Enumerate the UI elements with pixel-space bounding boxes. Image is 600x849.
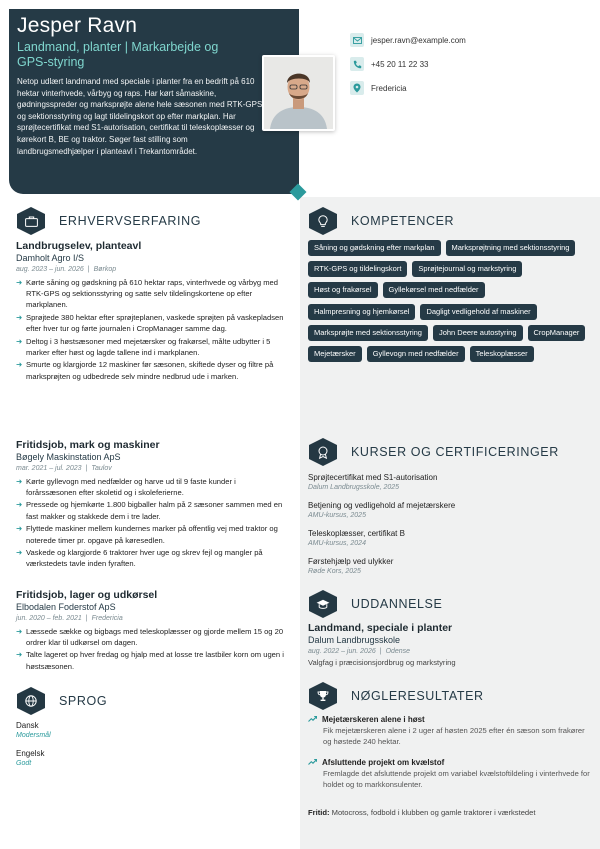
job-title: Fritidsjob, mark og maskiner	[16, 439, 160, 451]
education-degree: Landmand, speciale i planter	[308, 622, 453, 634]
job-bullet: ➜ Talte lageret op hver fredag og hjalp med at losse tre lastbiler korn om ugen i høstsæsonen.	[16, 650, 284, 671]
achievements-title: NØGLERESULTATER	[351, 689, 484, 703]
experience-title: ERHVERVSERFARING	[59, 214, 202, 228]
language-item	[16, 720, 51, 741]
course-title: Betjening og vedligehold af mejetærskere	[308, 501, 456, 510]
job-bullet: ➜ Flyttede maskiner mellem kundernes marker på offentlig vej med traktor og noterede timer pr. opgave på køresedlen.	[16, 524, 278, 545]
job-bullet: ➜ Vaskede og klargjorde 6 traktorer hver uge og skrev fejl og mangler på værkstedets tavle inden fyraften.	[16, 548, 263, 569]
skill-tag: CropManager	[528, 325, 586, 341]
job-bullet: ➜ Smurte og klargjorde 12 maskiner før sæsonen, skiftede dyser og filtre på marksprøjten og udbedrede selv mindre nedbrud ude i marken.	[16, 360, 274, 381]
skill-tag: Mejetærsker	[308, 346, 362, 362]
job-bullet: ➜ Læssede sække og bigbags med teleskoplæsser og gjorde mellem 15 og 20 ordrer klar til udkørsel om dagen.	[16, 626, 284, 647]
skill-tag: Såning og gødskning efter markplan	[308, 240, 441, 256]
language-item	[16, 748, 44, 769]
phone-text: +45 20 11 22 33	[371, 59, 429, 69]
contact-email[interactable]	[350, 33, 466, 47]
job-company: Bøgely Maskinstation ApS	[16, 452, 121, 462]
skill-tag: Dagligt vedligehold af maskiner	[420, 304, 536, 320]
course-provider: Dalum Landbrugsskole, 2025	[308, 484, 400, 491]
skill-tag: Gyllekørsel med nedfælder	[383, 282, 485, 298]
email-icon	[350, 33, 364, 47]
job-period: jun. 2020 – feb. 2021	[16, 615, 82, 622]
job-entry	[16, 240, 286, 382]
education-heading	[309, 590, 442, 618]
skill-tag: Teleskoplæsser	[470, 346, 534, 362]
education-title: UDDANNELSE	[351, 597, 443, 611]
arrow-icon: ➜	[16, 626, 23, 636]
skills-list	[308, 240, 593, 367]
trend-up-icon	[308, 757, 317, 768]
achievement-description: Fremlagde det afsluttende projekt om variabel kvælstoftildeling i vinterhvede for holdet og to markkonsulenter.	[323, 769, 590, 790]
experience-heading	[17, 207, 201, 235]
course-item	[308, 500, 455, 521]
briefcase-icon	[17, 207, 45, 235]
language-level: Modersmål	[16, 732, 51, 739]
languages-title: SPROG	[59, 694, 108, 708]
candidate-name: Jesper Ravn	[17, 14, 138, 37]
location-text: Fredericia	[371, 83, 407, 93]
courses-title: KURSER OG CERTIFICERINGER	[351, 445, 559, 459]
skill-tag: John Deere autostyring	[433, 325, 523, 341]
globe-icon	[17, 687, 45, 715]
arrow-icon: ➜	[16, 476, 23, 486]
achievement-description: Fik mejetærskeren alene i 2 uger af høsten 2025 efter én sæson som frakører og høstede 240 hektar.	[323, 726, 585, 747]
job-period: aug. 2023 – jun. 2026	[16, 266, 84, 273]
education-meta: aug. 2022 – jun. 2026 | Odense	[308, 648, 411, 655]
job-location: Taulov	[91, 465, 112, 472]
achievement-title-row	[308, 714, 593, 725]
achievement-item	[308, 757, 593, 790]
course-item	[308, 556, 393, 577]
email-text: jesper.ravn@example.com	[371, 35, 466, 45]
arrow-icon: ➜	[16, 548, 23, 558]
skills-heading	[309, 207, 454, 235]
arrow-icon: ➜	[16, 312, 23, 322]
trophy-icon	[309, 682, 337, 710]
arrow-icon: ➜	[16, 650, 23, 660]
skill-tag: Sprøjtejournal og markstyring	[412, 261, 522, 277]
skill-tag: Halmpresning og hjemkørsel	[308, 304, 415, 320]
phone-icon	[350, 57, 364, 71]
languages-heading	[17, 687, 107, 715]
achievement-title: Afsluttende projekt om kvælstof	[322, 758, 445, 767]
job-location: Børkop	[93, 266, 117, 273]
skill-tag: Gyllevogn med nedfælder	[367, 346, 465, 362]
skill-tag: Høst og frakørsel	[308, 282, 378, 298]
hobbies-text: Motocross, fodbold i klubben og gamle traktorer i værkstedet	[329, 808, 536, 817]
location-pin-icon	[350, 81, 364, 95]
job-bullet: ➜ Kørte såning og gødskning på 610 hektar raps, vinterhvede og vårbyg med RTK-GPS og sektionsstyring og satte selv tildelingskortene op efter markplanen.	[16, 277, 279, 309]
education-school: Dalum Landbrugsskole	[308, 635, 401, 645]
job-bullet: ➜ Sprøjtede 380 hektar efter sprøjteplanen, vaskede sprøjten på vaskepladsen efter hver tur og førte journalen i CropManager samme dag.	[16, 312, 284, 333]
trend-up-icon	[308, 714, 317, 725]
achievement-title-row	[308, 757, 593, 768]
certificate-icon	[309, 438, 337, 466]
skills-title: KOMPETENCER	[351, 214, 455, 228]
contact-location	[350, 81, 407, 95]
language-name: Engelsk	[16, 749, 45, 758]
education-period: aug. 2022 – jun. 2026	[308, 648, 376, 655]
course-title: Førstehjælp ved ulykker	[308, 557, 394, 566]
profile-photo	[262, 55, 335, 131]
job-title: Landmand, planter | Markarbejde og GPS-styring	[17, 40, 219, 69]
course-provider: AMU-kursus, 2024	[308, 540, 366, 547]
job-entry	[16, 439, 286, 570]
job-bullet: ➜ Kørte gyllevogn med nedfælder og harve ud til 9 faste kunder i forårssæsonen efter skoletid og i skoleferierne.	[16, 476, 236, 497]
education-entry	[308, 622, 593, 668]
arrow-icon: ➜	[16, 360, 23, 370]
achievements-heading	[309, 682, 484, 710]
job-bullet: ➜ Pressede og hjemkørte 1.800 bigballer halm på 2 sæsoner sammen med en fast makker og stakkede dem i tre lader.	[16, 500, 283, 521]
course-provider: AMU-kursus, 2025	[308, 512, 366, 519]
job-meta: aug. 2023 – jun. 2026 | Børkop	[16, 266, 117, 273]
hobbies	[308, 807, 540, 818]
arrow-icon: ➜	[16, 500, 23, 510]
language-name: Dansk	[16, 721, 39, 730]
arrow-icon: ➜	[16, 277, 23, 287]
hobbies-label: Fritid:	[308, 808, 330, 817]
skill-tag: RTK-GPS og tildelingskort	[308, 261, 407, 277]
course-title: Sprøjtecertifikat med S1-autorisation	[308, 473, 438, 482]
header-banner	[9, 9, 299, 194]
achievement-title: Mejetærskeren alene i høst	[322, 715, 425, 724]
course-item	[308, 528, 405, 549]
skill-tag: Marksprøjte med sektionsstyring	[308, 325, 428, 341]
job-meta: mar. 2021 – jul. 2023 | Taulov	[16, 465, 112, 472]
job-bullet: ➜ Deltog i 3 høstsæsoner med mejetærsker og frakørsel, målte udbytter i 5 marker efter høst og lagde tallene ind i markplanen.	[16, 336, 271, 357]
language-level: Godt	[16, 760, 32, 767]
arrow-icon: ➜	[16, 336, 23, 346]
job-company: Elbodalen Foderstof ApS	[16, 602, 116, 612]
arrow-icon: ➜	[16, 524, 23, 534]
course-title: Teleskoplæsser, certifikat B	[308, 529, 405, 538]
job-title: Landbrugselev, planteavl	[16, 240, 142, 252]
skill-tag: Marksprøjtning med sektionsstyring	[446, 240, 576, 256]
job-title: Fritidsjob, lager og udkørsel	[16, 589, 158, 601]
courses-heading	[309, 438, 559, 466]
contact-phone[interactable]	[350, 57, 428, 71]
education-location: Odense	[385, 648, 411, 655]
job-entry	[16, 589, 286, 672]
achievement-item	[308, 714, 593, 747]
profile-summary: Netop udlært landmand med speciale i planter fra en bedrift på 610 hektar vinterhvede, vårbyg og raps. Har kørt såmaskine, gødningsspreder og marksprøjte alene hele sæsonen med RTK-GPS og sektionsstyring og lagt tildelingskort op efter markplan. Har sprøjtecertifikat med S1-autorisation, certifikat til teleskoplæsser og kørekort B, BE og traktor. Søger fast stilling som landbrugsmedhjælper i planteavl i Trekantområdet.	[17, 77, 263, 156]
job-location: Fredericia	[91, 615, 123, 622]
education-description: Valgfag i præcisionsjordbrug og markstyring	[308, 658, 456, 667]
job-period: mar. 2021 – jul. 2023	[16, 465, 82, 472]
course-provider: Røde Kors, 2025	[308, 568, 361, 575]
course-item	[308, 472, 437, 493]
graduation-cap-icon	[309, 590, 337, 618]
lightbulb-icon	[309, 207, 337, 235]
job-meta: jun. 2020 – feb. 2021 | Fredericia	[16, 615, 123, 622]
job-company: Damholt Agro I/S	[16, 253, 85, 263]
